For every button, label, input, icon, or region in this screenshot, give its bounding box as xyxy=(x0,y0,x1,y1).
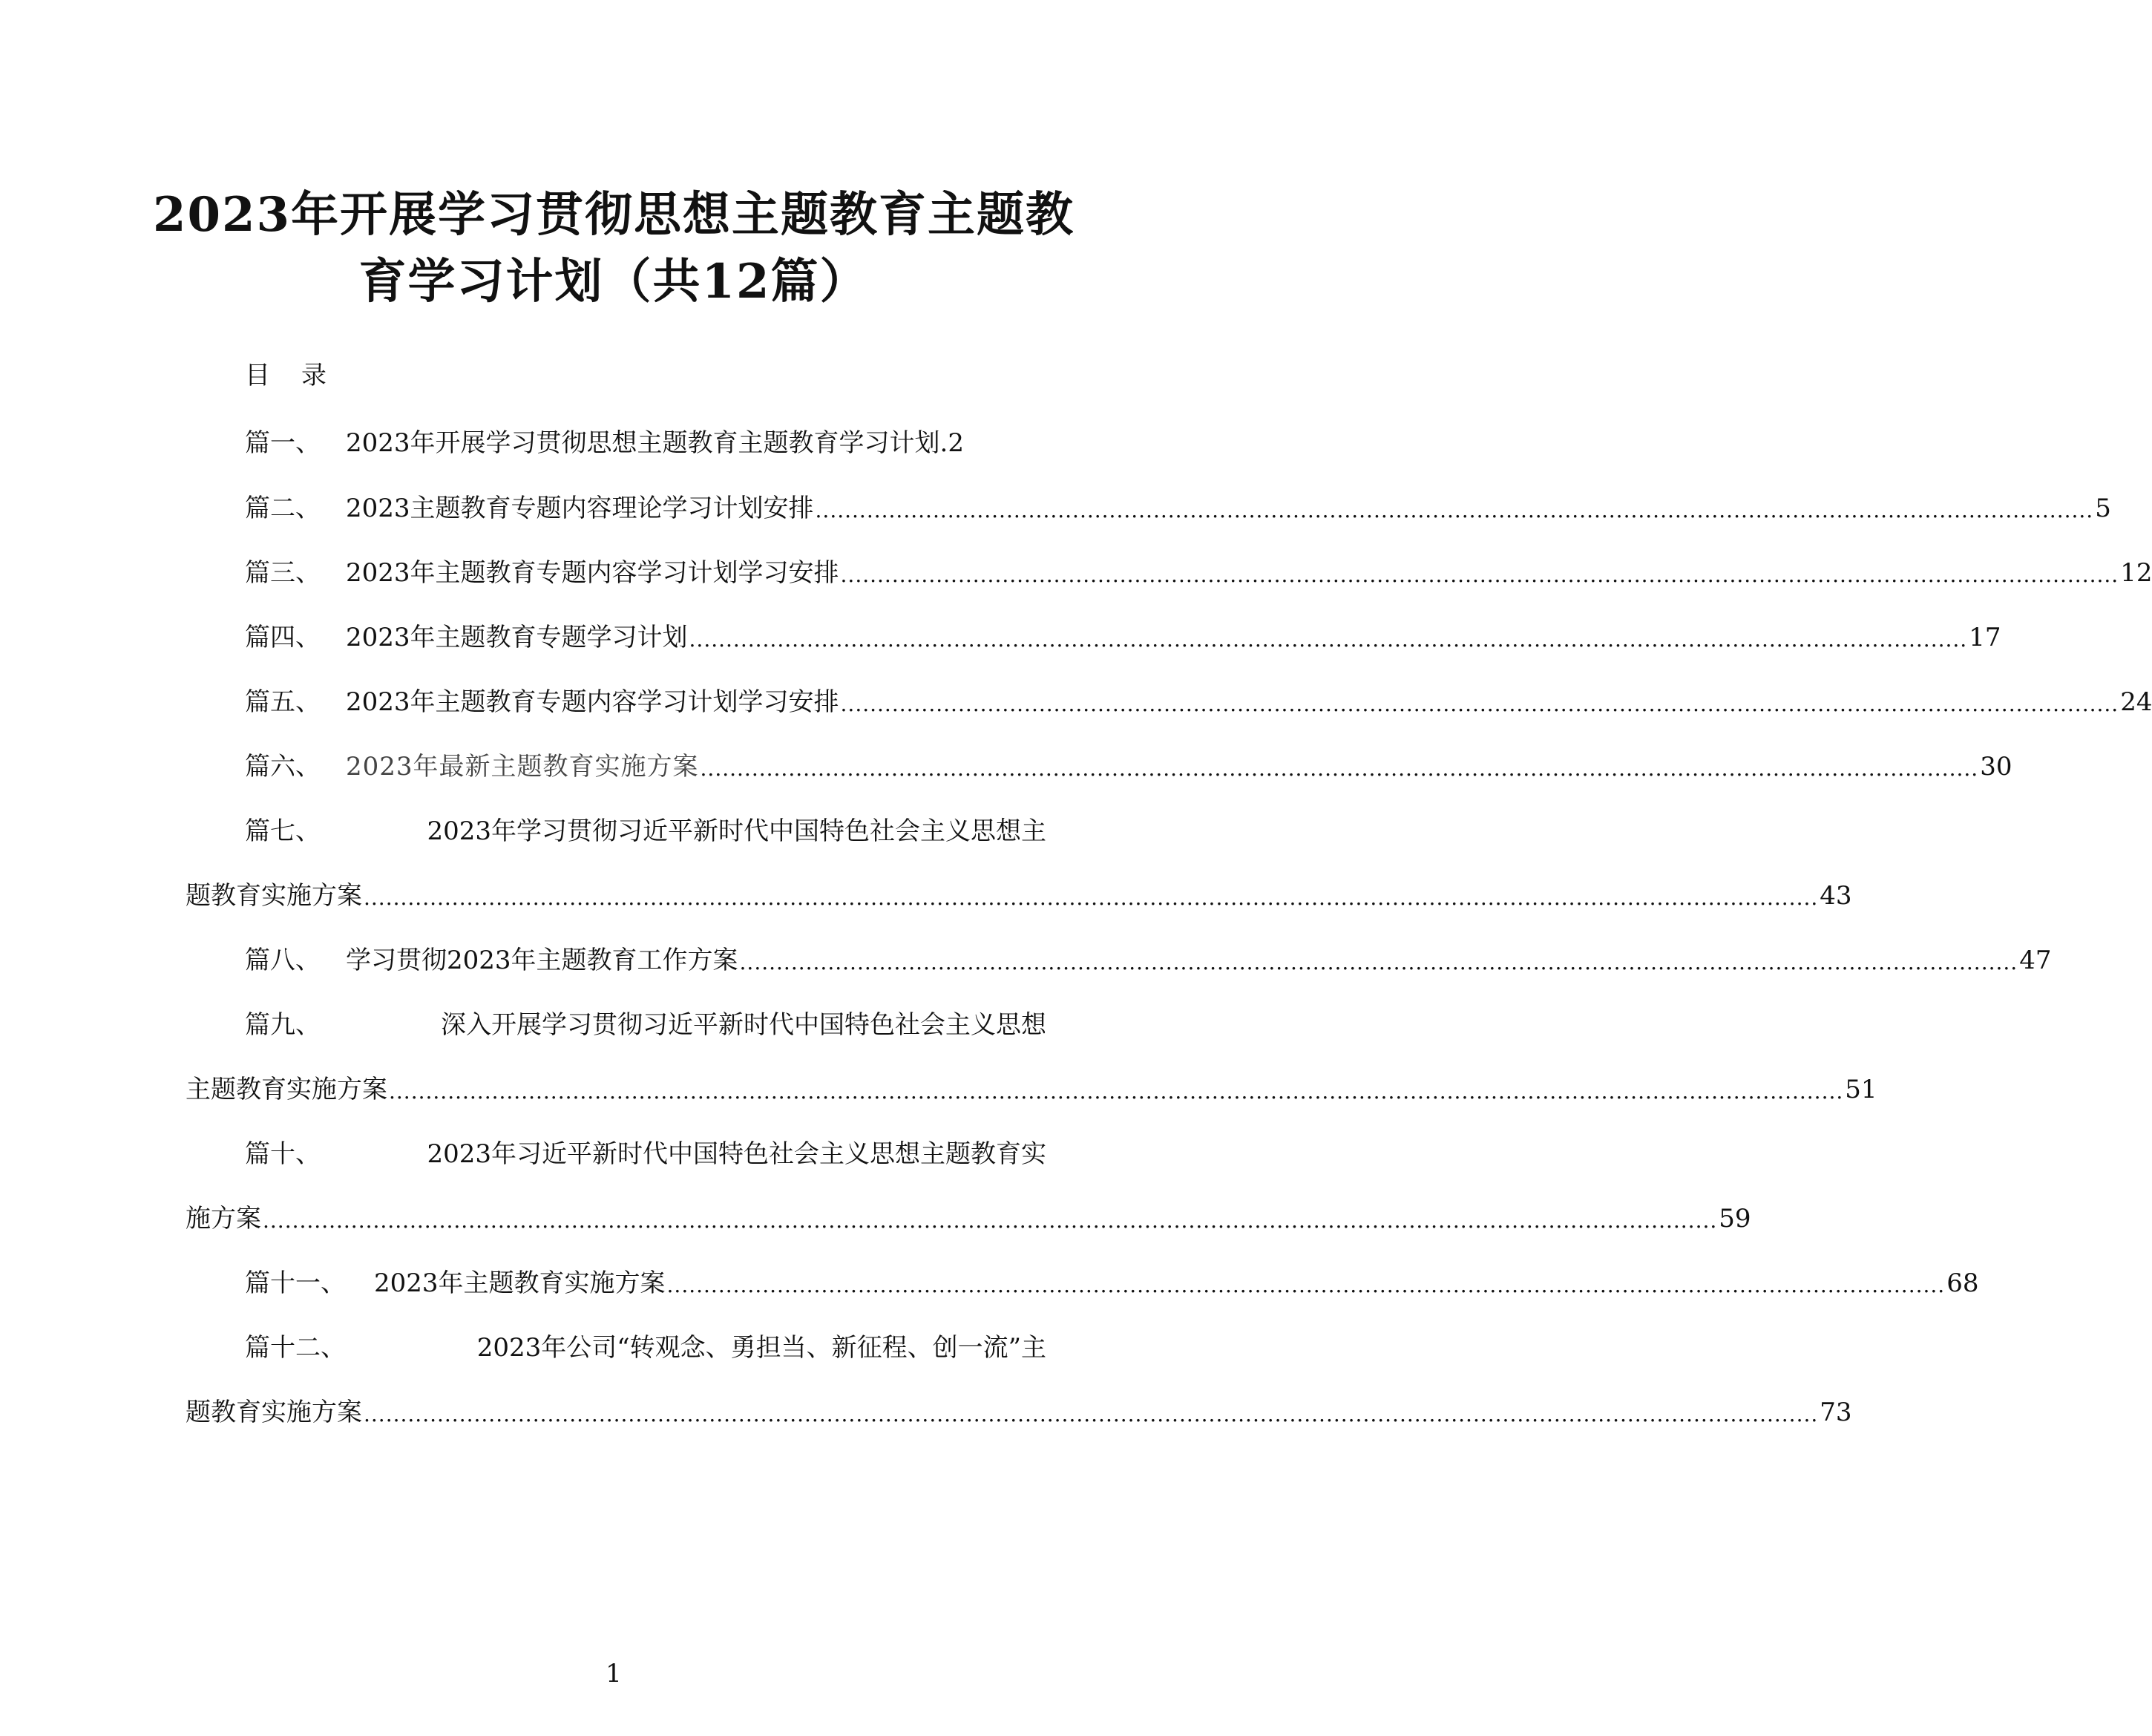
toc-entry-8[interactable] xyxy=(245,942,2052,979)
toc-entry-7[interactable] xyxy=(245,813,1046,850)
toc-entry-3[interactable] xyxy=(245,554,2152,592)
toc-entry-text: 2023年开展学习贯彻思想主题教育主题教育学习计划 xyxy=(346,428,940,458)
toc-entry-page: 12 xyxy=(2120,558,2152,588)
toc-entry-text: 2023年主题教育专题内容学习计划学习安排 xyxy=(346,687,839,717)
toc-entry-label: 篇十二、 xyxy=(245,1333,346,1363)
toc-entry-text: 2023年最新主题教育实施方案 xyxy=(346,752,699,782)
document-title-line-2: 育学习计划（共12篇） xyxy=(358,254,869,309)
toc-leader-dots: .............................................................................................................................................................................. xyxy=(840,692,2119,716)
toc-entry-text: 深入开展学习贯彻习近平新时代中国特色社会主义思想 xyxy=(441,1010,1046,1040)
toc-entry-label: 篇五、 xyxy=(245,687,321,717)
toc-entry-page: 24 xyxy=(2120,687,2152,717)
toc-leader-dots: .............................................................................................................................................................................. xyxy=(840,563,2119,587)
toc-entry-12[interactable] xyxy=(245,1329,1046,1366)
toc-entry-page: 73 xyxy=(1820,1398,1852,1427)
toc-entry-page: 68 xyxy=(1946,1268,1979,1298)
toc-entry-4[interactable] xyxy=(245,619,2001,656)
toc-heading xyxy=(245,355,328,391)
toc-leader-dots: ...................................................................................................................................................................................................... xyxy=(364,885,1819,910)
toc-entry-9-continued[interactable] xyxy=(186,1071,1877,1108)
toc-entry-text: 2023年学习贯彻习近平新时代中国特色社会主义思想主 xyxy=(427,816,1046,846)
toc-entry-10-continued[interactable] xyxy=(186,1200,1751,1237)
page-number: 1 xyxy=(606,1659,622,1688)
toc-entry-page: .2 xyxy=(939,428,964,458)
toc-leader-dots: .............................................................................................................................................................................. xyxy=(739,950,2018,975)
toc-entry-label: 篇六、 xyxy=(245,752,321,782)
toc-entry-page: 47 xyxy=(2019,946,2052,975)
toc-entry-text: 2023年习近平新时代中国特色社会主义思想主题教育实 xyxy=(427,1139,1046,1169)
toc-entry-page: 30 xyxy=(1980,752,2012,782)
toc-entry-label: 篇二、 xyxy=(245,494,321,523)
toc-entry-text: 2023年主题教育实施方案 xyxy=(374,1268,666,1298)
toc-entry-label: 篇四、 xyxy=(245,623,321,652)
toc-leader-dots: .............................................................................................................................................................................. xyxy=(666,1273,1946,1297)
toc-entry-label: 篇十、 xyxy=(245,1139,321,1169)
toc-entry-label: 篇八、 xyxy=(245,946,321,975)
toc-entry-text: 2023年主题教育专题内容学习计划学习安排 xyxy=(346,558,839,588)
toc-leader-dots: ...................................................................................................................................................................................................... xyxy=(364,1402,1819,1427)
toc-leader-dots: .............................................................................................................................................................................. xyxy=(815,498,2094,523)
toc-entry-text-continued: 主题教育实施方案 xyxy=(186,1075,387,1104)
document-title-line-1: 2023年开展学习贯彻思想主题教育主题教 xyxy=(152,187,1075,243)
toc-entry-9[interactable] xyxy=(245,1006,1046,1044)
toc-leader-dots: .............................................................................................................................................................................. xyxy=(689,627,1968,652)
toc-entry-text-continued: 题教育实施方案 xyxy=(186,881,362,911)
toc-entry-7-continued[interactable] xyxy=(186,877,1852,914)
toc-entry-label: 篇十一、 xyxy=(245,1268,346,1298)
toc-entry-12-continued[interactable] xyxy=(186,1394,1852,1431)
toc-entry-page: 51 xyxy=(1845,1075,1877,1104)
toc-entry-text-continued: 题教育实施方案 xyxy=(186,1398,362,1427)
toc-entry-text: 2023主题教育专题内容理论学习计划安排 xyxy=(346,494,814,523)
toc-entry-text: 2023年主题教育专题学习计划 xyxy=(346,623,688,652)
toc-entry-page: 5 xyxy=(2095,494,2111,523)
toc-entry-11[interactable] xyxy=(245,1265,1979,1302)
toc-entry-page: 17 xyxy=(1969,623,2001,652)
toc-leader-dots: ...................................................................................................................................................................................................... xyxy=(263,1208,1718,1233)
toc-entry-5[interactable] xyxy=(245,684,2152,721)
toc-entry-text-continued: 施方案 xyxy=(186,1204,261,1234)
toc-entry-text: 2023年公司“转观念、勇担当、新征程、创一流”主 xyxy=(476,1333,1046,1363)
toc-entry-6[interactable] xyxy=(245,748,2012,785)
toc-entry-2[interactable] xyxy=(245,490,2111,527)
toc-entry-label: 篇三、 xyxy=(245,558,321,588)
toc-entry-page: 59 xyxy=(1719,1204,1751,1234)
toc-entry-10[interactable] xyxy=(245,1136,1046,1173)
toc-entry-label: 篇七、 xyxy=(245,816,321,846)
toc-entry-label: 篇九、 xyxy=(245,1010,321,1040)
toc-entry-1[interactable] xyxy=(245,425,1046,462)
toc-entry-page: 43 xyxy=(1820,881,1852,911)
toc-leader-dots: ...................................................................................................................................................................................................... xyxy=(389,1079,1844,1104)
toc-heading-char: 目 xyxy=(245,361,272,390)
toc-leader-dots: .............................................................................................................................................................................. xyxy=(700,756,1979,781)
toc-entry-label: 篇一、 xyxy=(245,428,321,458)
toc-heading-char: 录 xyxy=(301,361,328,390)
toc-entry-text: 学习贯彻2023年主题教育工作方案 xyxy=(346,946,738,975)
